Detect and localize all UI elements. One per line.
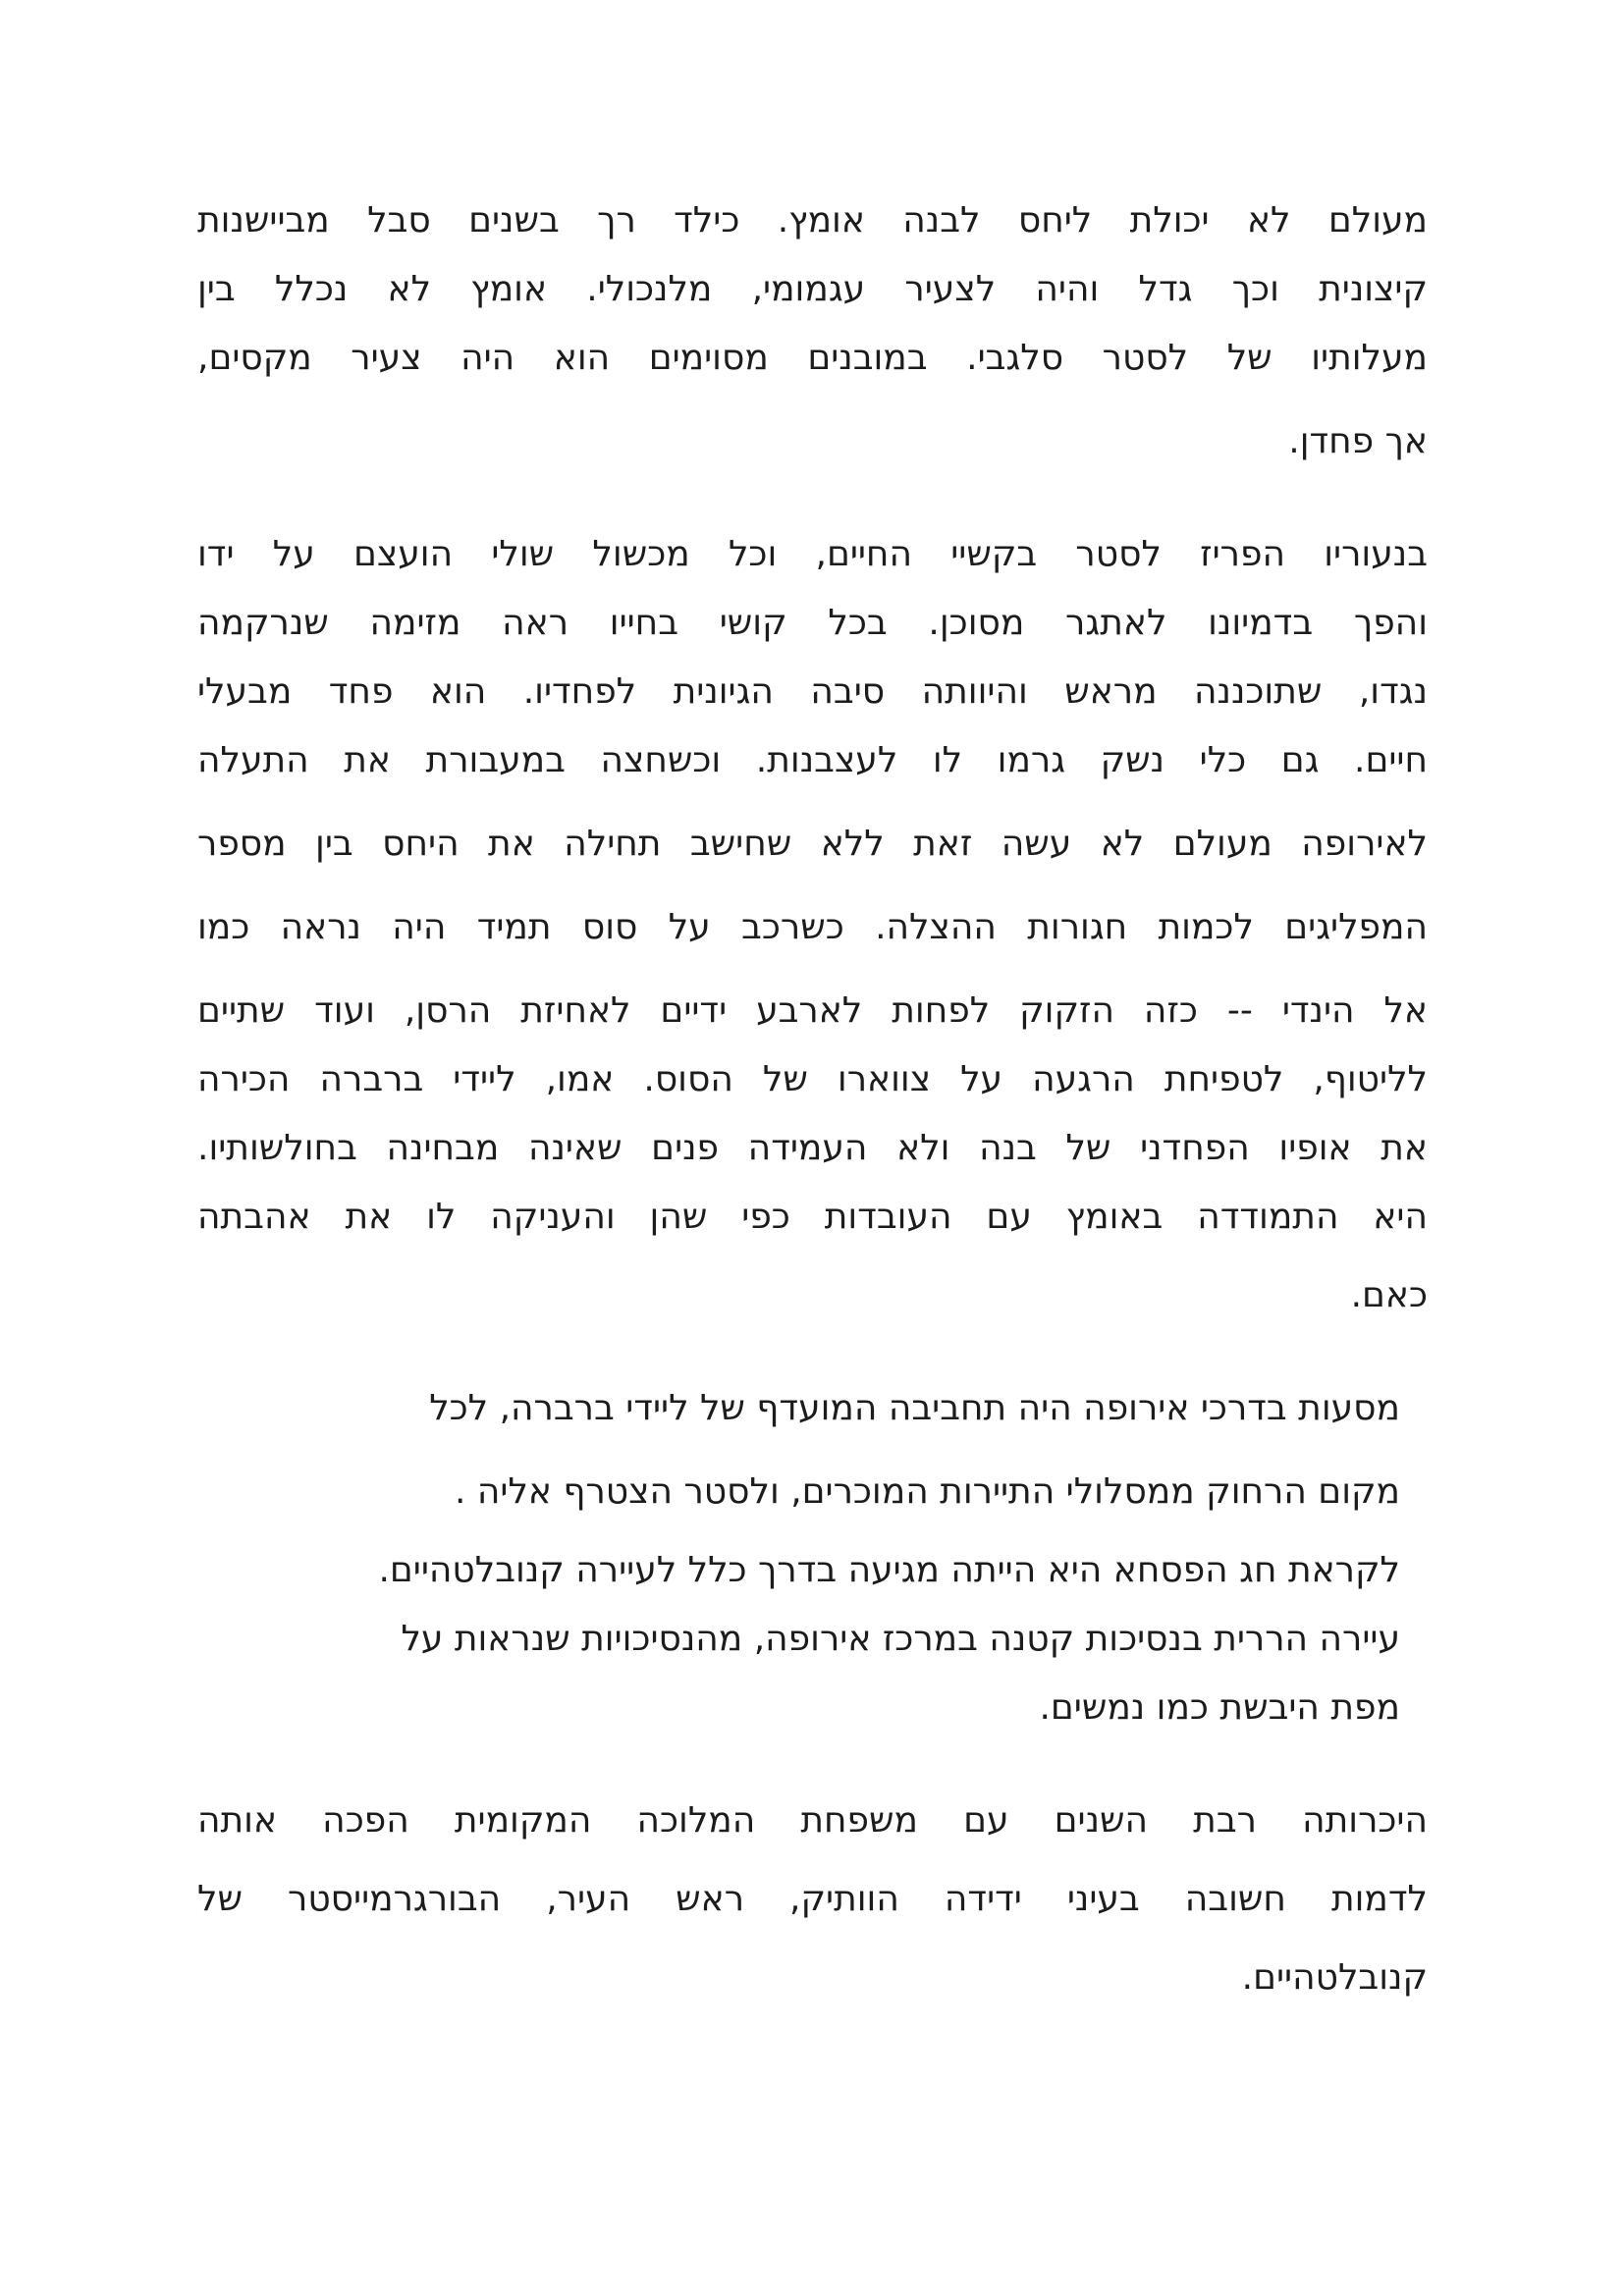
paragraph-2-line-8: לליטוף, לטפיחת הרגעה על צווארו של הסוס. אמו, ליידי ברברה הכירה (197, 1059, 1428, 1099)
paragraph-3-line-5: מפת היבשת כמו נמשים. (1039, 1687, 1400, 1728)
paragraph-1-line-3: מעלותיו של לסטר סלגבי. במובנים מסוימים הוא היה צעיר מקסים, (197, 338, 1428, 378)
paragraph-4-line-2: לדמות חשובה בעיני ידידה הוותיק, ראש העיר, הבורגרמייסטר של (197, 1879, 1428, 1919)
paragraph-1-line-1: מעולם לא יכולת ליחס לבנה אומץ. כילד רך בשנים סבל מביישנות (197, 200, 1428, 240)
paragraph-2-line-11: כאם. (1350, 1275, 1428, 1315)
paragraph-3-line-4: עיירה הררית בנסיכות קטנה במרכז אירופה, מהנסיכויות שנראות על (401, 1619, 1400, 1659)
paragraph-2-line-7: אל הינדי -- כזה הזקוק לפחות לארבע ידיים לאחיזת הרסן, ועוד שתיים (197, 990, 1428, 1031)
paragraph-1-line-4: אך פחדן. (1288, 421, 1428, 461)
paragraph-3-line-3: לקראת חג הפסחא היא הייתה מגיעה בדרך כלל לעיירה קנובלטהיים. (378, 1550, 1400, 1590)
paragraph-2-line-5: לאירופה מעולם לא עשה זאת ללא שחישב תחילה את היחס בין מספר (197, 824, 1428, 864)
paragraph-2-line-1: בנעוריו הפריז לסטר בקשיי החיים, וכל מכשול שולי הועצם על ידו (197, 534, 1428, 574)
paragraph-1-line-2: קיצונית וכך גדל והיה לצעיר עגמומי, מלנכולי. אומץ לא נכלל בין (197, 269, 1428, 309)
paragraph-4-line-1: היכרותה רבת השנים עם משפחת המלוכה המקומית הפכה אותה (197, 1800, 1428, 1841)
paragraph-2-line-6: המפליגים לכמות חגורות ההצלה. כשרכב על סוס תמיד היה נראה כמו (197, 907, 1428, 947)
paragraph-3-line-2: מקום הרחוק ממסלולי התיירות המוכרים, ולסטר הצטרף אליה . (455, 1471, 1400, 1512)
paragraph-2-line-2: והפך בדמיונו לאתגר מסוכן. בכל קושי בחייו ראה מזימה שנרקמה (197, 603, 1428, 643)
paragraph-2-line-10: היא התמודדה באומץ עם העובדות כפי שהן והעניקה לו את אהבתה (197, 1197, 1428, 1237)
paragraph-2-line-3: נגדו, שתוכננה מראש והיוותה סיבה הגיונית לפחדיו. הוא פחד מבעלי (197, 671, 1428, 712)
paragraph-3-line-1: מסעות בדרכי אירופה היה תחביבה המועדף של ליידי ברברה, לכל (429, 1388, 1400, 1428)
paragraph-2-line-4: חיים. גם כלי נשק גרמו לו לעצבנות. וכשחצה במעבורת את התעלה (197, 740, 1428, 780)
paragraph-2-line-9: את אופיו הפחדני של בנה ולא העמידה פנים שאינה מבחינה בחולשותיו. (197, 1128, 1428, 1168)
paragraph-4-line-3: קנובלטהיים. (1241, 1957, 1428, 1998)
